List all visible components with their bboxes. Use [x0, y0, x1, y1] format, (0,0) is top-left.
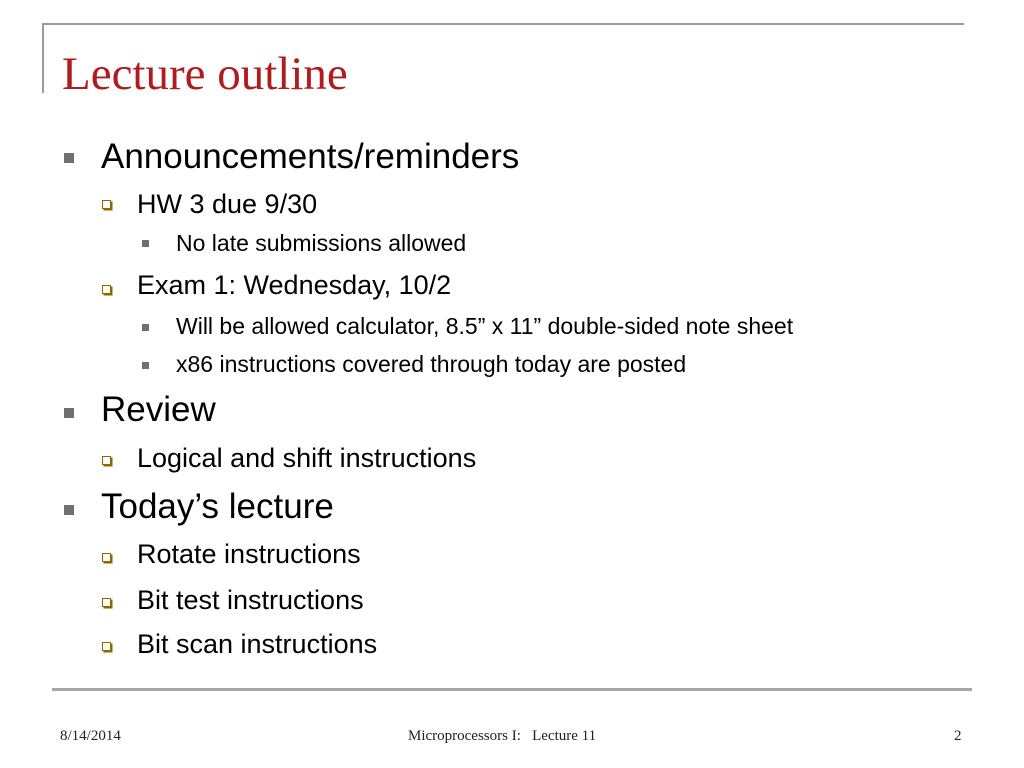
outline-item-review: Review [101, 390, 216, 429]
outline-note-exam-calculator: Will be allowed calculator, 8.5” x 11” double-sided note sheet [176, 313, 794, 339]
slide-title: Lecture outline [62, 48, 348, 100]
outline-subitem-bit-test: Bit test instructions [137, 585, 364, 615]
outline-subitem-review: Logical and shift instructions [137, 443, 477, 473]
footer-date: 8/14/2014 [60, 728, 121, 744]
outline-subitem-rotate: Rotate instructions [137, 539, 361, 569]
square-bullet-icon [64, 505, 74, 515]
frame-top-rule [42, 23, 964, 25]
hollow-square-bullet-icon [102, 456, 111, 465]
hollow-square-bullet-icon [102, 553, 111, 562]
hollow-square-bullet-icon [102, 200, 111, 209]
square-bullet-icon [64, 408, 74, 418]
small-square-bullet-icon [142, 240, 149, 247]
square-bullet-icon [64, 153, 74, 163]
footer-rule [52, 688, 972, 691]
footer-page-number: 2 [954, 728, 962, 744]
hollow-square-bullet-icon [102, 285, 111, 294]
small-square-bullet-icon [142, 324, 149, 331]
footer-course: Microprocessors I: Lecture 11 [408, 728, 597, 744]
outline-subitem-hw: HW 3 due 9/30 [137, 189, 318, 219]
outline-item-announcements: Announcements/reminders [101, 137, 520, 176]
outline-note-exam-instructions: x86 instructions covered through today are posted [176, 351, 687, 377]
hollow-square-bullet-icon [102, 598, 111, 607]
outline-item-today: Today’s lecture [101, 487, 334, 526]
small-square-bullet-icon [142, 362, 149, 369]
outline-subitem-exam: Exam 1: Wednesday, 10/2 [137, 270, 452, 300]
frame-left-rule [42, 23, 44, 93]
outline-note-hw: No late submissions allowed [176, 230, 467, 256]
hollow-square-bullet-icon [102, 642, 111, 651]
outline-subitem-bit-scan: Bit scan instructions [137, 629, 378, 659]
